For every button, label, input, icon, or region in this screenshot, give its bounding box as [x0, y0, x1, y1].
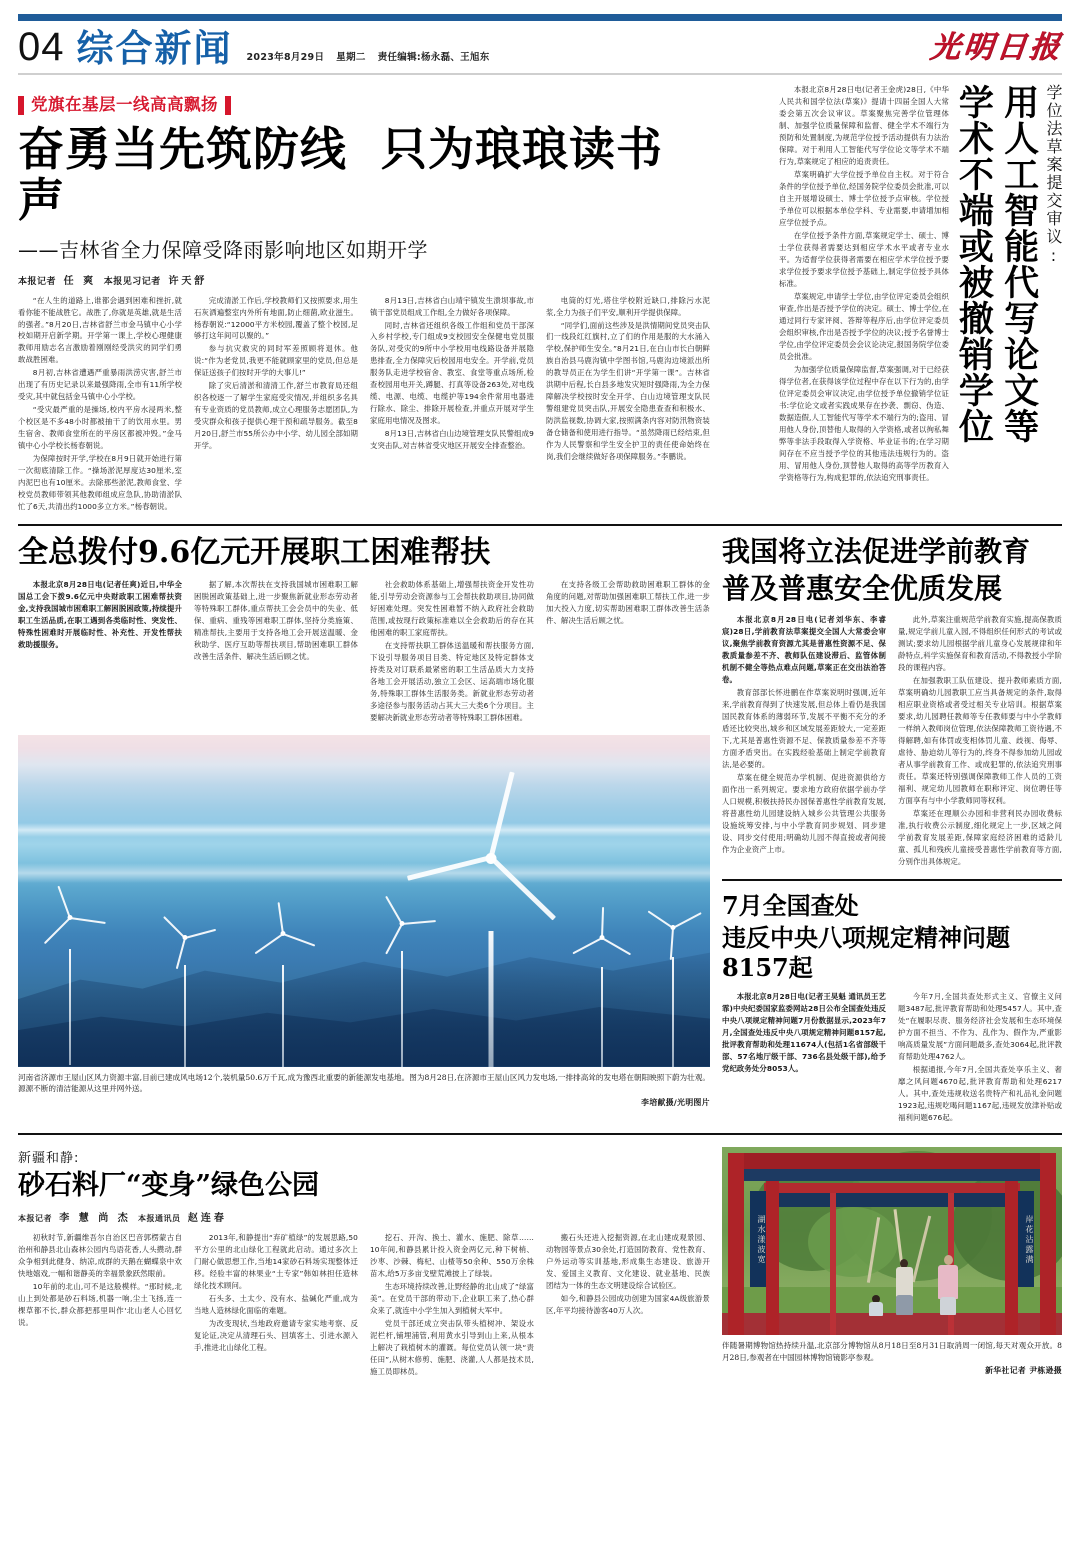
lead-headline-part-a: 奋勇当先筑防线: [18, 121, 347, 176]
paragraph: 草案在健全规范办学机制、促进资源供给方面作出一系列规定。要求地方政府依据学前办学人口规模,积极扶持民办园保普惠性学前教育发展,将普惠性幼儿园建设纳入城乡公共管理公共服务设施统筹安排,与中小学教育同步规划、同步建设、同步交付使用;明确幼儿园不得直接或者间接作为企业资产上市。: [721, 773, 886, 854]
paragraph: 根据通报,今年7月,全国共查处享乐主义、奢靡之风问题4670起,批评教育帮助和处理6217人。其中,查处违规收送名贵特产和礼品礼金问题1923起,违规吃喝问题1167起,违规发放津补贴或福利问题676起。: [897, 1064, 1063, 1122]
paragraph: 为加强学位质量保障监督,草案强调,对于已经获得学位者,在获得该学位过程中存在以下行为的,由学位评定委员会审议决定,由学位授予单位撤销学位证书:学位论文或者实践成果存在抄袭、剽窃、伪造、数据造假,人工智能代写等学术不端行为的;盗用、冒用他人身份,顶替他人取得的入学资格,或者以徇私舞弊等非法手段取得入学资格、毕业证书的;在学习期间存在不应当授予学位的其他违法违规行为的。盗用、冒用他人身份,顶替他人取得的高等学历教育入学资格等行为,构成犯罪的,依法追究刑事责任。: [779, 364, 950, 482]
paragraph: 8月初,吉林省遭遇严重暴雨洪涝灾害,舒兰市出现了有历史记录以来最强降雨,全市有11所学校受灾,其中就包括金马镇中心小学校。: [18, 368, 182, 402]
vertical-headline-wrap: [722, 84, 1062, 514]
byline-label-2: 本报见习记者: [103, 276, 161, 287]
issue-weekday: 星期二: [336, 52, 366, 63]
wind-farm-photo: [18, 735, 710, 1067]
vertical-headline-line1: 用人工智能代写论文等: [998, 84, 1040, 444]
xinjiang-col-1: [18, 1232, 182, 1379]
museum-photo: [722, 1147, 1062, 1335]
paragraph: 为改变现状,当地政府邀请专家实地考察、反复论证,决定从清理石头、回填客土、引进水源入手,推进北山绿化工程。: [193, 1318, 358, 1352]
newspaper-page: [0, 14, 1080, 1548]
paragraph: 初秋时节,新疆维吾尔自治区巴音郭楞蒙古自治州和静县北山森林公园内鸟语花香,人头攒动,群众争相到此健身、纳凉,成群的天鹅在蝴蝶泉中欢快地嬉戏,一幅和谐静美的幸福景象跃然眼前。: [18, 1232, 182, 1278]
acftu-col-2: [194, 579, 358, 725]
preschool-col-2: [898, 614, 1062, 869]
couplet-right: 岸花沾露满: [1018, 1191, 1034, 1287]
lead-col-1: [18, 295, 182, 515]
paragraph: 搬石头还进入挖掘资源,在北山建成观景园、动物园等景点30余处,打造国防教育、党性教育、户外运动等实训基地,形成集生态建设、旅游开发、爱国主义教育、文化建设、就业基地、民族团结为一体的生态文明建设综合试验区。: [545, 1232, 710, 1290]
masthead-rule: [18, 73, 1062, 75]
preschool-col-1: [722, 614, 886, 869]
discipline-columns: [722, 991, 1062, 1125]
paragraph: 电筒的灯光,塔住学校附近缺口,排除污水泥浆,全力为孩子们平安,顺利开学提供保障。: [545, 295, 710, 317]
paragraph: 完成清淤工作后,学校教师们又按照要求,用生石灰洒遍整室内外所有地面,防止细菌,欧业滋生。杨春朝说:“12000平方米校园,覆盖了整个校园,足够打这年间可以聚的。”: [193, 295, 358, 341]
acftu-headline: 全总拨付9.6亿元开展职工困难帮扶: [18, 535, 491, 571]
bottom-section: [18, 1135, 1062, 1379]
acftu-col-3: [370, 579, 534, 725]
lead-headline-part-b: 只为琅琅读书声: [18, 121, 663, 228]
paragraph: 本报北京8月28日电(记者任爽)近日,中华全国总工会下拨9.6亿元中央财政职工困难帮扶资金,支持我国城市困难职工解困脱困政策,持续提升职工生活品质,在职工遇到各类临时性、突发性、特殊性困难时开展临时性、补充性、开发性帮扶救助援服务。: [18, 579, 182, 649]
byline-reporter-2: 赵连春: [187, 1212, 227, 1224]
section-title: 综合新闻: [76, 27, 233, 70]
paragraph: 同时,吉林省还组织各级工作组和党员干部深入乡村学校,专门组成9支校园安全保健电党员服务队,对受灾的9所中小学校用电线路设备并展隐患排查,全力保障灾后校园用电安全。开学前,党员服务队走进学校宿舍、教室、食堂等重点场所,检查校园用电开关,蹲腿、打真等设备263处,对电线缆、电源、电缆、电缆护等194余件常用电器进行除水、除尘、排除开展检查,并重点开展对学生家庭用电情况及图求。: [369, 320, 534, 426]
lead-col-4: [546, 295, 710, 515]
discipline-headline-line1: 7月全国查处: [721, 890, 859, 920]
paragraph: 在支持各级工会帮助救助困难职工群体的金角度的问题,对帮助加强困难职工帮扶工作,进一步加大投入力度,切实帮助困难职工群体改善生活条件、解决生活后顾之忧。: [545, 579, 710, 625]
lead-col-2: [194, 295, 358, 515]
paragraph: 党员干部还成立突击队带头植树冲、架设水泥栏杆,铺埋浦管,利用黄水引导到山上来,从根本上解决了栽植树木的灌溉。每位党员认领一块“责任田”,从树木修剪、施肥、浇灌,人人都是技术员,施工员即林员。: [369, 1318, 534, 1376]
xinjiang-byline: [18, 1209, 710, 1224]
paragraph: 石头多、土太少、没有水、盐碱化严重,成为当地人造林绿化面临的难题。: [193, 1293, 358, 1315]
discipline-headline-line2: 违反中央八项规定精神问题8157起: [721, 922, 1010, 982]
lead-headline: [18, 121, 710, 228]
paragraph: 挖石、开沟、换土、灌水、施肥、除草……10年间,和静县累计投入资金两亿元,种下树梢、沙枣、沙棘、梅杞、山楂等50余种、550万余株苗木,给5万多亩戈壁荒滩披上了绿装。: [369, 1232, 534, 1278]
paragraph: 10年前的北山,可不是这般模样。“那时候,北山上到处都是砂石料场,机器一响,尘土飞扬,连一棵草都不长,群众都把那里叫作'北山老人心回忆说。: [18, 1281, 182, 1327]
paragraph: 参与抗灾救灾的同时军差照顾将退休。他说:“作为老党员,我更不能就顾家里的党员,但总是保证送孩子们按时开学的大事儿!”: [193, 344, 358, 378]
preschool-story: [722, 534, 1062, 869]
paragraph: 为保障按时开学,学校在8月9日就开始进行第一次彻底清除工作。“操场淤泥厚度达30厘米,室内泥巴也有10厘米。去除那些淤泥,教师食堂、学校党员教师带领其他教师组成应急队,协助清淤队忙了6天,共清出约1000多立方米。”杨春朝说。: [18, 454, 182, 512]
lead-story-columns: [18, 295, 710, 515]
preschool-headline-line2: 普及普惠安全优质发展: [721, 572, 1002, 606]
discipline-col-2: [898, 991, 1062, 1125]
preschool-headline-line1: 我国将立法促进学前教育: [721, 535, 1030, 569]
paragraph: “同学们,面前这些涉及是洪情期间党员突击队们一线段红红旗村,立了们的作用是服的大水涌入学校,保护师生安全。”8月21日,在白山市长白朝鲜族自治县马鹿沟镇中学图书馆,马鹿沟边境派出所的教导员正在为学生们讲“开学第一课”。吉林省洪期中后程,长白县多地发灾短时强降雨,为全力保障解决学校按时安全开学、白山边境管理支队民警组建党员突击队,开展安全隐患查查和积极水、防洪监视数,协调大家,按照满条内容对防汛物资装备仓储备和使用进行指导。“虽然降雨已经结束,但作为人民警察和学生安全护卫的责任使命始终在岗,我们会继续做好各项保障服务。”李鹏说。: [545, 320, 710, 462]
top-rule: [18, 14, 1062, 21]
acftu-story: [18, 526, 710, 1125]
acftu-columns: [18, 579, 710, 725]
couplet-left: 湖水漾波宽: [750, 1191, 766, 1287]
right-column-stories: [722, 526, 1062, 1125]
paragraph: 今年7月,全国共查处形式主义、官僚主义问题3487起,批评教育帮助和处理5457人。其中,查处“在履职尽责、服务经济社会发展和生态环境保护方面不担当、不作为、乱作为、假作为,严重影响高质量发展”方面问题最多,查处3064起,批评教育帮助处理4762人。: [897, 991, 1063, 1061]
wind-photo-credit: 李培献摄/光明图片: [641, 1098, 710, 1108]
paragraph: 本报北京8月28日电(记者刘华东、李睿宸)28日,学前教育法草案提交全国人大常委会审议,聚焦学前教育资源尤其是普惠性资源不足、保教质量参差不齐、教师队伍建设滞后、监管体制机制不健全等热点难点问题,草案正在交出法治答卷。: [721, 615, 886, 685]
paragraph: “在人生的道路上,谁都会遇到困难和挫折,就看你能不能战胜它。战胜了,你就是英雄,就是生活的强者。”8月20日,吉林省舒兰市金马镇中心小学校如期开启新学期。开学第一课上,学校心理健康教师用励志名言激励着刚刚经受洪灾的同学们勇敢战胜困难。: [18, 295, 182, 365]
paragraph: 在支持帮扶职工群体送温暖和帮扶服务方面,下设引导服务项目目类、特定地区及特定群体支持类及对订联系最紧密的职工生活品质大力支持各地工会开展活动,独立工会区、运高端市场化服务,特殊职工群体生活服务类。新就业形态劳动者多途径参与服务活动占其大三大类6个分项目。主要解决新就业形态劳动者等特殊职工群体困难。: [369, 640, 534, 722]
middle-section: [18, 526, 1062, 1125]
issue-editors: 责任编辑:杨永磊、王旭东: [377, 52, 490, 63]
byline-reporter-2: 许天舒: [168, 275, 208, 287]
preschool-columns: [722, 614, 1062, 869]
paragraph: 2013年,和静提出“弃矿植绿”的发展思路,50平方公里的北山绿化工程就此启动。通过多次上门耐心做思想工作,当地14家砂石料场实现整体迁移。经验丰富的林果业“土专家”韩如林担任造林绿化技术顾问。: [193, 1232, 358, 1290]
vertical-headline-line2: 学术不端或被撤销学位: [953, 84, 995, 444]
xinjiang-col-4: [546, 1232, 710, 1379]
xinjiang-headline: 砂石料厂“变身”绿色公园: [18, 1169, 320, 1201]
paragraph: 社会救助体系基础上,增强帮扶资金开发性功能,引导劳动会资源参与工会帮扶救助项目,协同做好困难处理。突发性困难暂不纳入政府社会救助范围,或按现行政策标准难以全会救助后的存在其他困难的职工家庭帮扶。: [369, 579, 534, 637]
acftu-col-1: [18, 579, 182, 725]
byline-label-1: 本报记者: [18, 276, 57, 287]
xinjiang-story: [18, 1135, 710, 1379]
section-divider-2: [722, 879, 1062, 881]
paragraph: 生态环境持续改善,让野经静的北山成了“绿富美”。在党员干部的带动下,企业职工来了,热心群众来了,就连中小学生加入到植树大军中。: [369, 1281, 534, 1315]
paragraph: 除了灾后清淤和清清工作,舒兰市教育局还组织各校逐一了解学生家庭受灾情况,并组织多名具有专业资质的党员教师,成立心理服务志愿团队,为受灾群众和孩子提供心理干预和疏导服务。截至8月20日,舒兰市55所公办中小学、幼儿园全部如期开学。: [193, 381, 358, 451]
xinjiang-col-2: [194, 1232, 358, 1379]
paragraph: 草案明确扩大学位授予单位自主权。对于符合条件的学位授予单位,经国务院学位委员会批准,可以自主开展增设硕士、博士学位授予点审核。学位授予单位可以根据本单位学科、专业需要,申请增加相应学位授予点。: [779, 169, 950, 227]
wind-photo-caption: 河南省济源市王屋山区风力资源丰富,目前已建成风电场12个,装机量50.6万千瓦,成为豫西北重要的新能源发电基地。图为8月28日,在济源市王屋山区风力发电场,一排排高耸的发电塔在朝阳映照下蔚为壮观。源源不断的清洁能源从这里并网外送。: [18, 1072, 710, 1094]
paragraph: “受灾最严重的是操场,校内平房水浸两米,整个校区是不多48小时都被抽干了的饮用水里。男生宿舍、教师食堂所在的平房区都被冲毁。”金马镇中心小学校长杨春朝说。: [18, 405, 182, 451]
flag-banner-label: 党旗在基层一线高高飘扬: [18, 96, 231, 115]
lead-subheadline: ——吉林省全力保障受降雨影响地区如期开学: [18, 237, 428, 262]
discipline-story: [722, 891, 1062, 1125]
degree-law-story: [722, 84, 1062, 514]
byline-label-1: 本报记者: [18, 1212, 52, 1223]
top-section: [18, 84, 1062, 514]
museum-photo-caption: 伴随暑期博物馆热持续升温,北京部分博物馆从8月18日至8月31日取消周一闭馆,每天对观众开放。8月28日,参观者在中国园林博物馆镜影亭参观。: [721, 1340, 1062, 1362]
lead-byline: [18, 272, 710, 287]
flag-banner: [18, 96, 710, 115]
xinjiang-columns: [18, 1232, 710, 1379]
paragraph: 本报北京8月28日电(记者王金虎)28日,《中华人民共和国学位法(草案)》提请十四届全国人大常委会第五次会议审议。草案聚焦完善学位管理体制、加强学位质量保障和监督、健全学术不端行为预防和处置制度,为规范学位授予活动提供有力法治保障。对于利用人工智能代写学位论文等学术不端行为,草案规定了相应的追责责任。: [779, 85, 950, 166]
paragraph: 8月13日,吉林省白山边境管理支队民警组成9支突击队,对吉林省受灾地区开展安全排查整治。: [369, 429, 534, 451]
byline-reporter-1: 李 慧 尚 杰: [59, 1212, 131, 1224]
paragraph: 草案规定,申请学士学位,由学位评定委员会组织审查,作出是否授予学位的决定。硕士、博士学位,在通过同行专家评阅、答辩等程序后,由学位评定委员会组织审核,作出是否授予学位的决议;授予名誉博士学位,由学位评定委员会会议论决定,报国务院学位委员会批准。: [779, 291, 950, 361]
lead-col-3: [370, 295, 534, 515]
paragraph: 草案还在理顺公办园和非营利民办园收费标准,执行收费公示制度,细化规定上一步,区域之间学前教育发展差距,保障家庭经济困难的适龄儿童、孤儿和残疾儿童接受普惠性学前教育等方面,分别作出具体规定。: [897, 809, 1063, 866]
museum-photo-credit: 新华社记者 尹栋逊摄: [985, 1366, 1062, 1376]
paragraph: 教育部部长怀进鹏在作草案说明时强调,近年来,学前教育得到了快速发展,但总体上看仍是我国国民教育体系的薄弱环节,发展不平衡不充分的矛盾还比较突出,城乡和区域发展差距较大,一定差距下,尤其是普惠性资源不足、保教质量参差不齐等方面矛盾突出。在实践经验基础上制定学前教育法,是必要的。: [721, 688, 886, 770]
paragraph: 8月13日,吉林省白山靖宇镇发生溃坝事故,市镇干部党员组成工作组,全力做好各项保障。: [369, 295, 534, 317]
discipline-col-1: [722, 991, 886, 1125]
paragraph: 如今,和静县公园成功创建为国家4A级旅游景区,年平均接待游客40万人次。: [545, 1293, 710, 1315]
paragraph: 在加强教职工队伍建设、提升教师素质方面,草案明确幼儿园教职工应当具备规定的条件,取得相应职业资格或者受过相关专业培训。根据草案要求,幼儿园聘任教师等专任教师要与中小学教师一样纳入教师岗位管理,依法保障教师工资待遇,不得解聘,如有体罚或变相体罚儿童、歧视、侮辱、虐待、胁迫幼儿等行为的,终身不得参加幼儿园或者从事学前教育工作、或成犯罪的,依法追究刑事责任。草案还特别强调保障教师工作人员的工资福利、规定幼儿园教师在职称评定、岗位聘任等方面享有与中小学教师同等权利。: [897, 676, 1063, 806]
museum-photo-block: [722, 1135, 1062, 1379]
paragraph: 此外,草案注重规范学前教育实施,提高保教质量,规定学前儿童入园,不得组织任何形式的考试或测试;要求幼儿园根据学前儿童身心发展规律和年龄特点,科学实施保育和教育活动,不得教授小学阶段的课程内容。: [897, 615, 1063, 673]
paragraph: 在学位授予条件方面,草案规定学士、硕士、博士学位获得者需要达到相应学术水平或者专业水平。为适督学位获得者需要在相应学术学位授予要求学位授予要求学位授予基础上,制定学位授予具体标准。: [779, 230, 950, 288]
page-number: 04: [18, 25, 65, 69]
lead-story: [18, 84, 710, 514]
xinjiang-kicker: 新疆和静:: [18, 1150, 80, 1166]
issue-date: 2023年8月29日: [246, 52, 325, 63]
paragraph: 本报北京8月28日电(记者王昊魁 通讯员王艺霏)中央纪委国家监委网站28日公布全国查处违反中央八项规定精神问题7月份数据显示,2023年7月,全国查处违反中央八项规定精神问题8157起,批评教育帮助和处理11674人(包括1名省部级干部、57名地厅级干部、736名县处级干部),给予党纪政务处分8053人。: [721, 991, 886, 1073]
xinjiang-col-3: [370, 1232, 534, 1379]
degree-law-col-1: [779, 84, 949, 484]
acftu-col-4: [546, 579, 710, 725]
byline-reporter-1: 任 爽: [63, 275, 97, 287]
vertical-shoulder: 学位法草案提交审议:: [1044, 84, 1063, 267]
brand-logo: 光明日报: [928, 30, 1065, 65]
paragraph: 据了解,本次帮扶在支持我国城市困难职工解困脱困政策基础上,进一步聚焦新就业形态劳动者等特殊职工群体,重点帮扶工会会员中的失业、低保、重病、重残等困难职工群体,坚持分类施策、精准帮扶,主要用于支持各地工会开展送温暖、金秋助学、医疗互助等帮扶项目,帮助困难职工群体改善生活条件、解决生活后顾之忧。: [193, 579, 358, 661]
byline-label-2: 本报通讯员: [138, 1212, 181, 1223]
issue-line: [247, 49, 502, 67]
masthead: [18, 21, 1065, 73]
